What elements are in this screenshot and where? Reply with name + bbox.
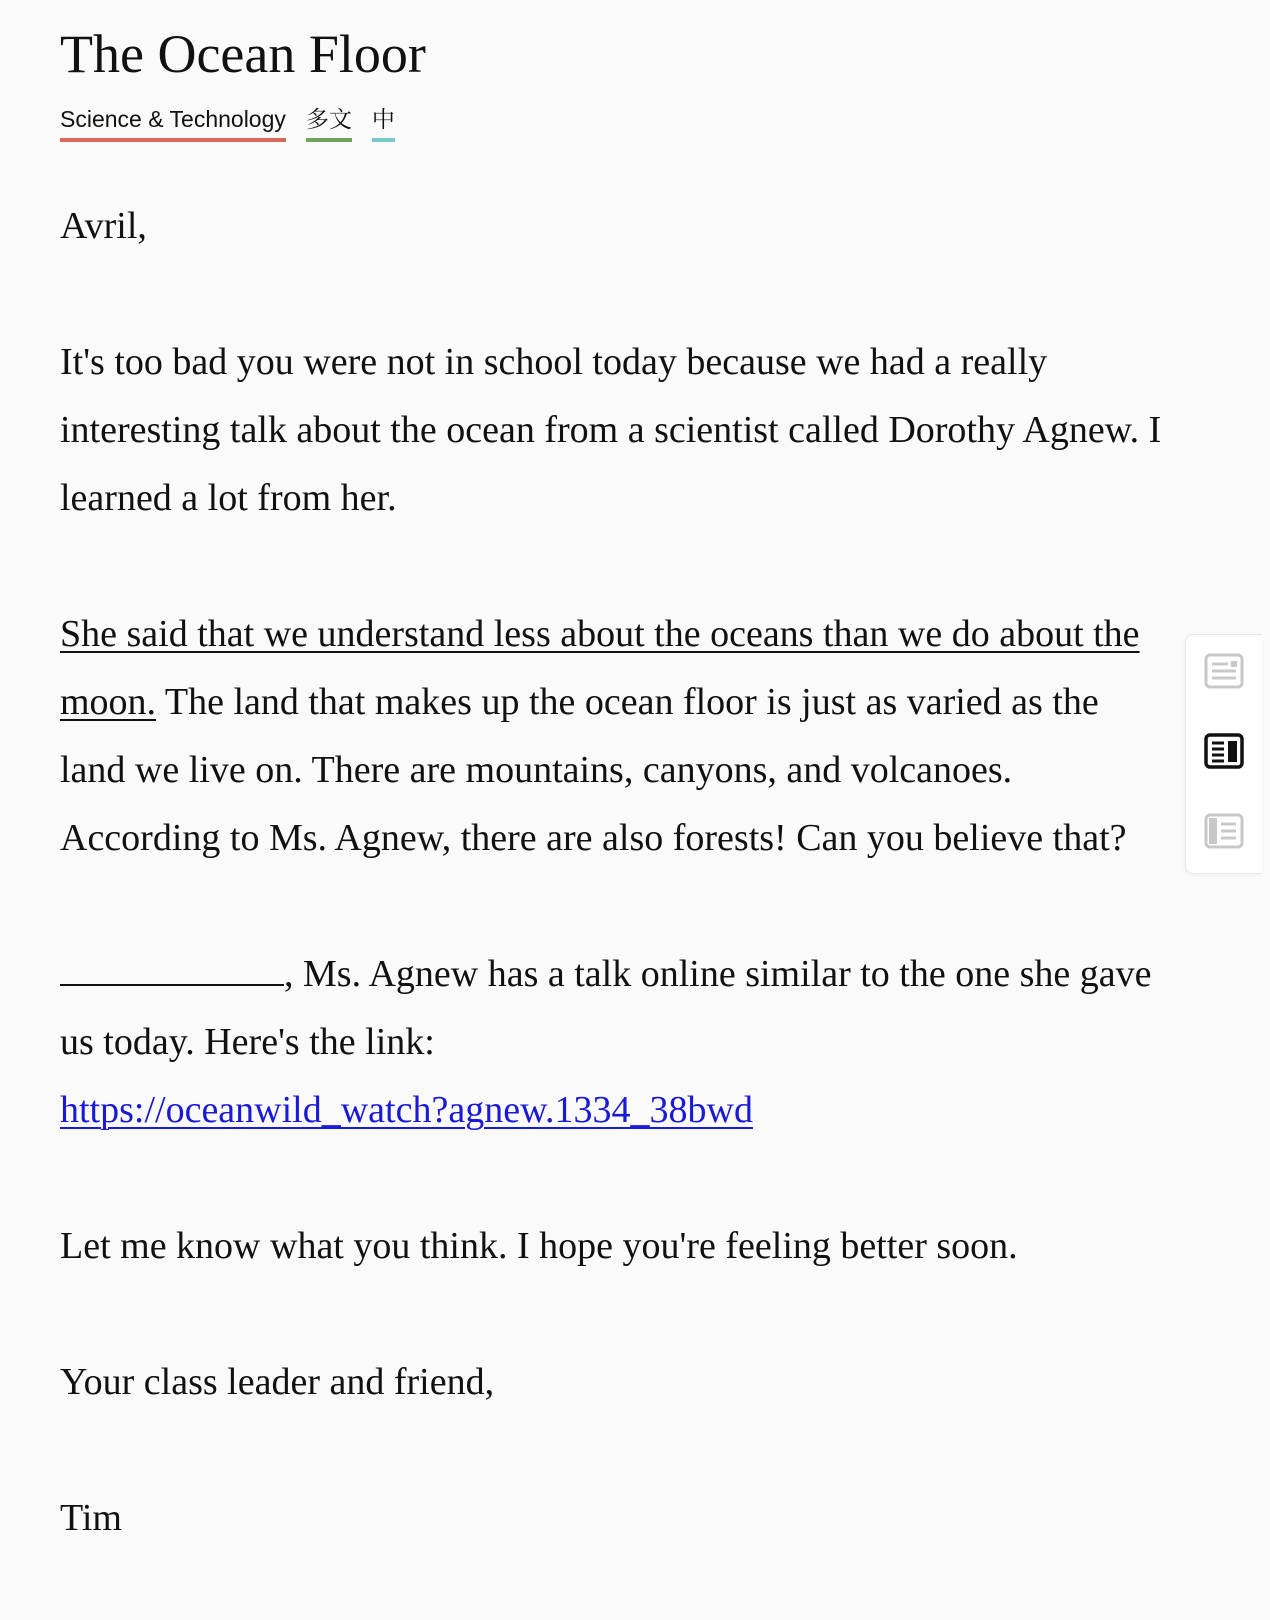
letter-greeting: Avril, <box>60 205 147 247</box>
letter-body <box>60 192 1170 1552</box>
paragraph-1: It's too bad you were not in school today because we had a really interesting talk about the ocean from a scientist called Dorothy Agnew. I learned a lot from her. <box>60 341 1162 519</box>
article <box>60 22 1170 1552</box>
letter-signature: Tim <box>60 1497 122 1539</box>
view-mode-sidebar <box>1185 634 1262 874</box>
talk-link[interactable]: https://oceanwild_watch?agnew.1334_38bwd <box>60 1089 753 1131</box>
paragraph-3 <box>60 940 1170 1144</box>
tag-list <box>60 104 1170 142</box>
letter-closing: Your class leader and friend, <box>60 1361 495 1403</box>
paragraph-2 <box>60 600 1170 872</box>
reader-view-icon[interactable] <box>1204 731 1244 771</box>
tag-chinese[interactable]: 中 <box>372 104 395 142</box>
text-layout-icon[interactable] <box>1204 651 1244 691</box>
tag-multi-text[interactable]: 多文 <box>306 104 352 142</box>
paragraph-3-text: , Ms. Agnew has a talk online similar to the one she gave us today. Here's the link: <box>60 953 1152 1063</box>
tag-category[interactable]: Science & Technology <box>60 104 286 142</box>
underlined-sentence: She said that we understand less about the oceans than we do about the moon. <box>60 613 1140 723</box>
article-title: The Ocean Floor <box>60 24 426 84</box>
paragraph-2-text: The land that makes up the ocean floor is just as varied as the land we live on. There are mountains, canyons, and volcanoes. According to Ms. Agnew, there are also forests! Can you believe that? <box>60 681 1127 859</box>
paragraph-4: Let me know what you think. I hope you're feeling better soon. <box>60 1225 1018 1267</box>
fill-in-blank[interactable] <box>60 954 284 986</box>
side-panel-icon[interactable] <box>1204 811 1244 851</box>
